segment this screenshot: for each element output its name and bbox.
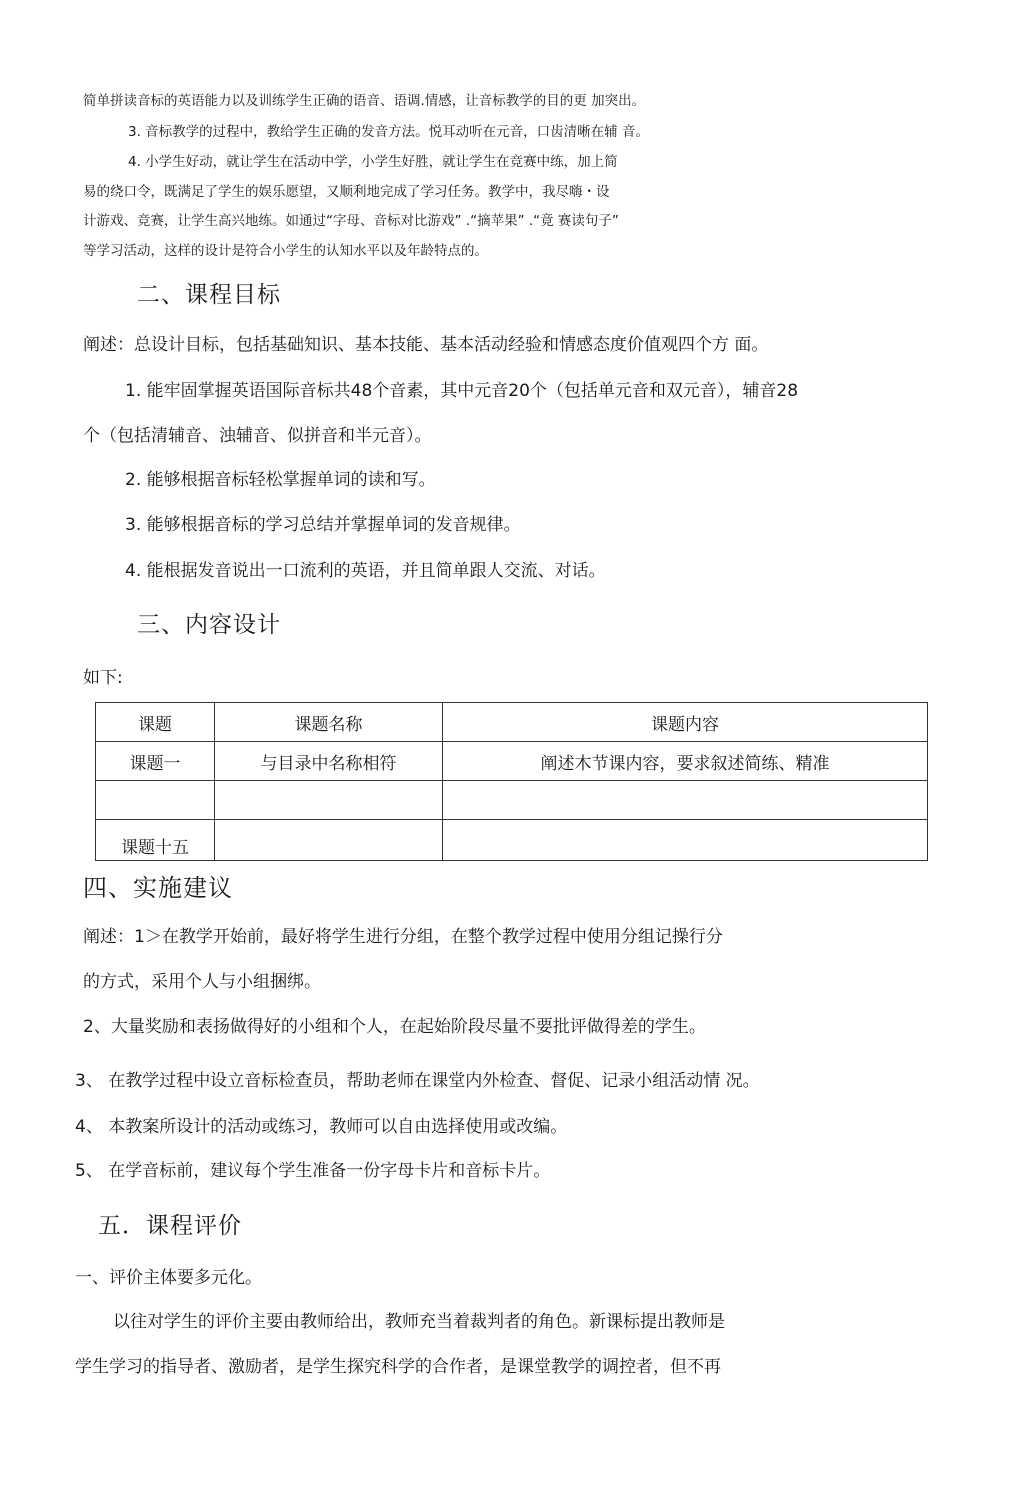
goal-1-line-2: 个（包括清辅音、浊辅音、似拼音和半元音）。 [83,426,432,446]
intro-line-1: 简单拼读音标的英语能力以及训练学生正确的语音、语调.情感，让音标教学的目的更 加突出。 [83,93,646,109]
implementation-5: 5、 在学音标前，建议每个学生准备一份字母卡片和音标卡片。 [75,1161,551,1181]
section-heading-content-design: 三、内容设计 [137,612,281,638]
evaluation-paragraph-line-1: 以往对学生的评价主要由教师给出，教师充当着裁判者的角色。新课标提出教师是 [113,1312,725,1332]
intro-line-2: 3. 音标教学的过程中，教给学生正确的发音方法。悦耳动听在元音，口齿清晰在辅 音。 [128,124,649,140]
implementation-2: 2、大量奖励和表扬做得好的小组和个人，在起始阶段尽量不要批评做得差的学生。 [83,1017,706,1037]
section-heading-evaluation: 五．课程评价 [98,1213,242,1239]
table-cell: 与目录中名称相符 [215,742,443,781]
table-cell [215,781,443,820]
table-row [96,781,928,820]
intro-line-4: 易的绕口令，既满足了学生的娱乐愿望，又顺利地完成了学习任务。教学中，我尽嗨・设 [83,184,610,200]
table-cell: 阐述木节课内容，要求叙述简练、精准 [443,742,928,781]
content-intro: 如下: [83,668,123,688]
section-heading-course-goals: 二、课程目标 [137,282,281,308]
implementation-3: 3、 在教学过程中设立音标检查员，帮助老师在课堂内外检查、督促、记录小组活动情 况。 [75,1071,760,1091]
goals-summary: 阐述：总设计目标，包括基础知识、基本技能、基本活动经验和情感态度价值观四个方 面。 [83,335,769,355]
table-row [96,820,928,861]
table-cell [443,820,928,861]
intro-line-6: 等学习活动，这样的设计是符合小学生的认知水平以及年龄特点的。 [83,243,488,259]
implementation-4: 4、 本教案所设计的活动或练习，教师可以自由选择使用或改编。 [75,1117,568,1137]
intro-line-5: 计游戏、竞赛，让学生高兴地练。如通过“字母、音标对比游戏” .“摘苹果” .“竟 赛读句子” [83,213,619,229]
implementation-1-line-2: 的方式，采用个人与小组捆绑。 [83,972,321,992]
course-table [95,702,928,861]
table-header-row [96,703,928,742]
table-cell [96,781,215,820]
goal-1-line-1: 1. 能牢固掌握英语国际音标共48个音素，其中元音20个（包括单元音和双元音），辅音28 [125,381,799,401]
table-cell: 课题十五 [96,820,215,861]
table-header-cell: 课题内容 [443,703,928,742]
table-header-cell: 课题名称 [215,703,443,742]
goal-3: 3. 能够根据音标的学习总结并掌握单词的发音规律。 [125,515,521,535]
implementation-1-line-1: 阐述：1＞在教学开始前，最好将学生进行分组，在整个教学过程中使用分组记操行分 [83,927,723,947]
table-header-cell: 课题 [96,703,215,742]
table-cell [443,781,928,820]
evaluation-subheading-1: 一、评价主体要多元化。 [75,1268,262,1288]
table-cell: 课题一 [96,742,215,781]
table-cell [215,820,443,861]
goal-4: 4. 能根据发音说出一口流利的英语，并且简单跟人交流、对话。 [125,561,606,581]
evaluation-paragraph-line-2: 学生学习的指导者、激励者，是学生探究科学的合作者，是课堂教学的调控者，但不再 [75,1357,721,1377]
intro-line-3: 4. 小学生好动，就让学生在活动中学，小学生好胜，就让学生在竞赛中练，加上简 [128,154,618,170]
table-row [96,742,928,781]
section-heading-implementation: 四、实施建议 [83,874,233,902]
goal-2: 2. 能够根据音标轻松掌握单词的读和写。 [125,470,436,490]
